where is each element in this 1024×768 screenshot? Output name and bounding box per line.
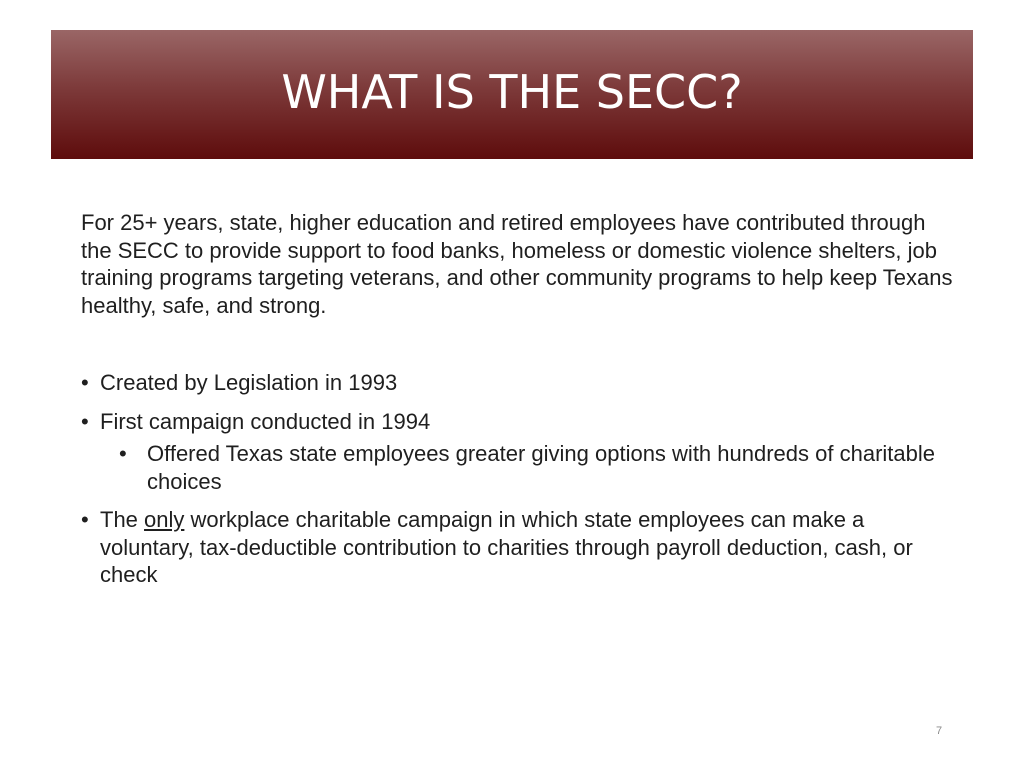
bullet-marker: •: [81, 370, 89, 395]
bullet-list: [81, 369, 961, 589]
bullet-marker: •: [81, 507, 89, 532]
sub-bullet-marker: •: [119, 441, 127, 466]
bullet-text-prefix: The: [100, 507, 145, 532]
sub-bullet-item: [100, 440, 961, 495]
bullet-text-suffix: workplace charitable campaign in which state employees can make a voluntary, tax-deductible contribution to charities through payroll deduction, cash, or check: [100, 507, 913, 587]
sub-bullet-text: Offered Texas state employees greater giving options with hundreds of charitable choices: [147, 441, 935, 494]
bullet-item: [81, 408, 961, 496]
slide-title: WHAT IS THE SECC?: [281, 64, 743, 119]
bullet-text: First campaign conducted in 1994: [100, 408, 431, 434]
emphasis-only: only: [144, 507, 185, 532]
sub-bullet-list: [100, 440, 961, 495]
bullet-item: [81, 369, 961, 397]
bullet-text: Created by Legislation in 1993: [100, 370, 398, 395]
title-bar: [51, 30, 973, 159]
page-number: 7: [935, 725, 943, 737]
bullet-item: [81, 506, 961, 589]
bullet-marker: •: [81, 408, 89, 434]
intro-paragraph: For 25+ years, state, higher education and retired employees have contributed through the SECC to provide support to food banks, homeless or domestic violence shelters, job training programs targeting veterans, and other community programs to help keep Texans healthy, safe, and strong.: [81, 210, 953, 318]
